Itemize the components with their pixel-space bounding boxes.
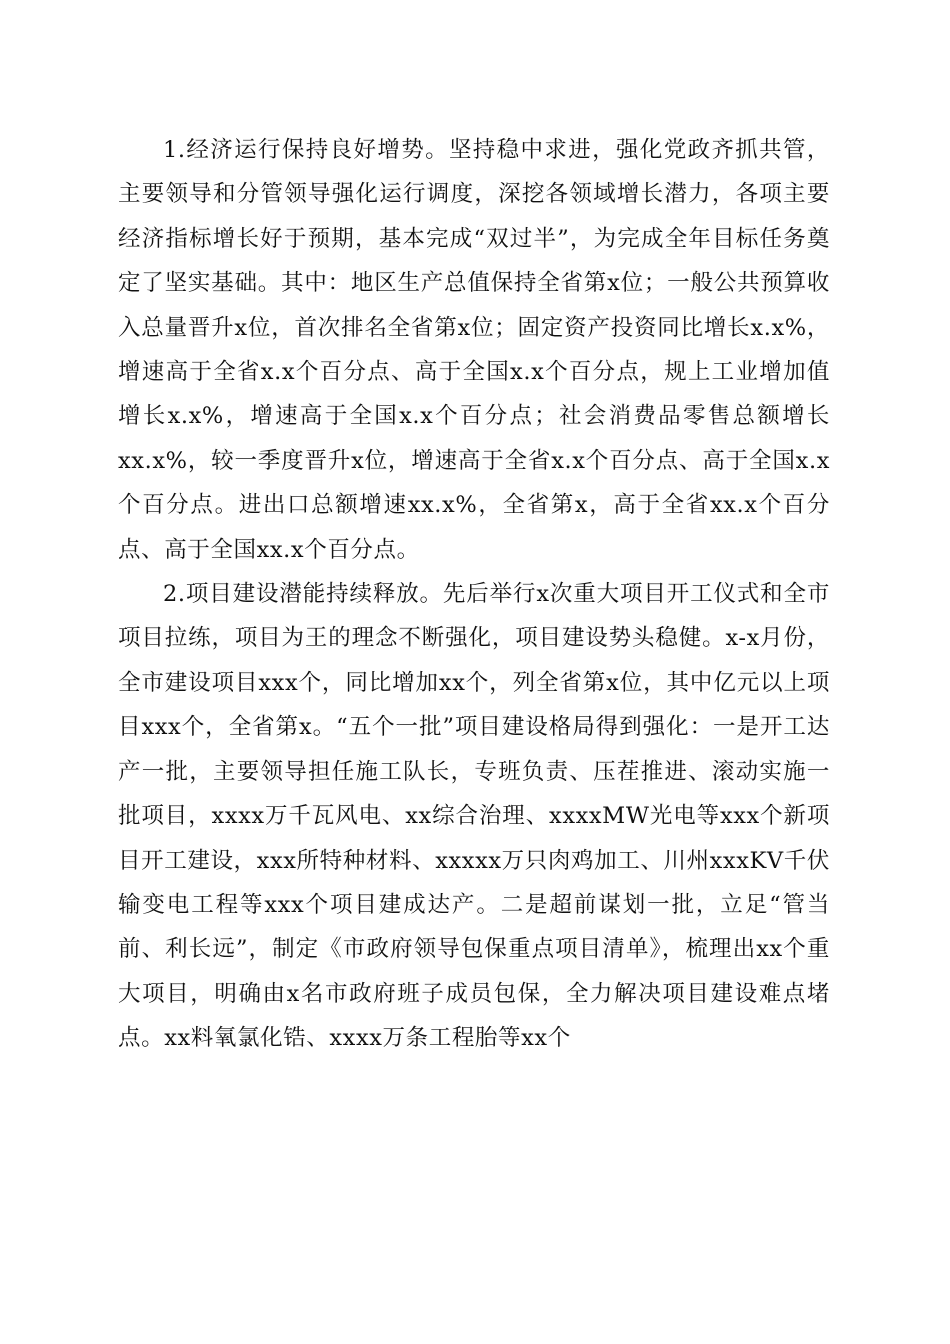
document-page [118, 128, 830, 1061]
paragraph-number: 1. [163, 137, 186, 163]
paragraph-number: 2. [163, 581, 186, 608]
paragraph-text: 经济运行保持良好增势。坚持稳中求进，强化党政齐抓共管，主要领导和分管领导强化运行调度，深挖各领域增长潜力，各项主要经济指标增长好于预期，基本完成“双过半”，为完成全年目标任务奠定了坚实基础。其中：地区生产总值保持全省第x位；一般公共预算收入总量晋升x位，首次排名全省第x位；固定资产投资同比增长x.x%，增速高于全省x.x个百分点、高于全国x.x个百分点，规上工业增加值增长x.x%，增速高于全国x.x个百分点；社会消费品零售总额增长xx.x%，较一季度晋升x位，增速高于全省x.x个百分点、高于全国x.x个百分点。进出口总额增速xx.x%，全省第x，高于全省xx.x个百分点、高于全国xx.x个百分点。 [118, 137, 830, 563]
paragraph-text: 项目建设潜能持续释放。先后举行x次重大项目开工仪式和全市项目拉练，项目为王的理念不断强化，项目建设势头稳健。x-x月份，全市建设项目xxx个，同比增加xx个，列全省第x位，其中亿元以上项目xxx个，全省第x。“五个一批”项目建设格局得到强化：一是开工达产一批，主要领导担任施工队长，专班负责、压茬推进、滚动实施一批项目，xxxx万千瓦风电、xx综合治理、xxxxMW光电等xxx个新项目开工建设，xxx所特种材料、xxxxx万只肉鸡加工、川州xxxKV千伏输变电工程等xxx个项目建成达产。二是超前谋划一批，立足“管当前、利长远”，制定《市政府领导包保重点项目清单》，梳理出xx个重大项目，明确由x名市政府班子成员包保，全力解决项目建设难点堵点。xx料氧氯化锆、xxxx万条工程胎等xx个 [118, 581, 830, 1052]
paragraph-economic-operation [118, 128, 830, 572]
paragraph-project-construction [118, 572, 830, 1060]
